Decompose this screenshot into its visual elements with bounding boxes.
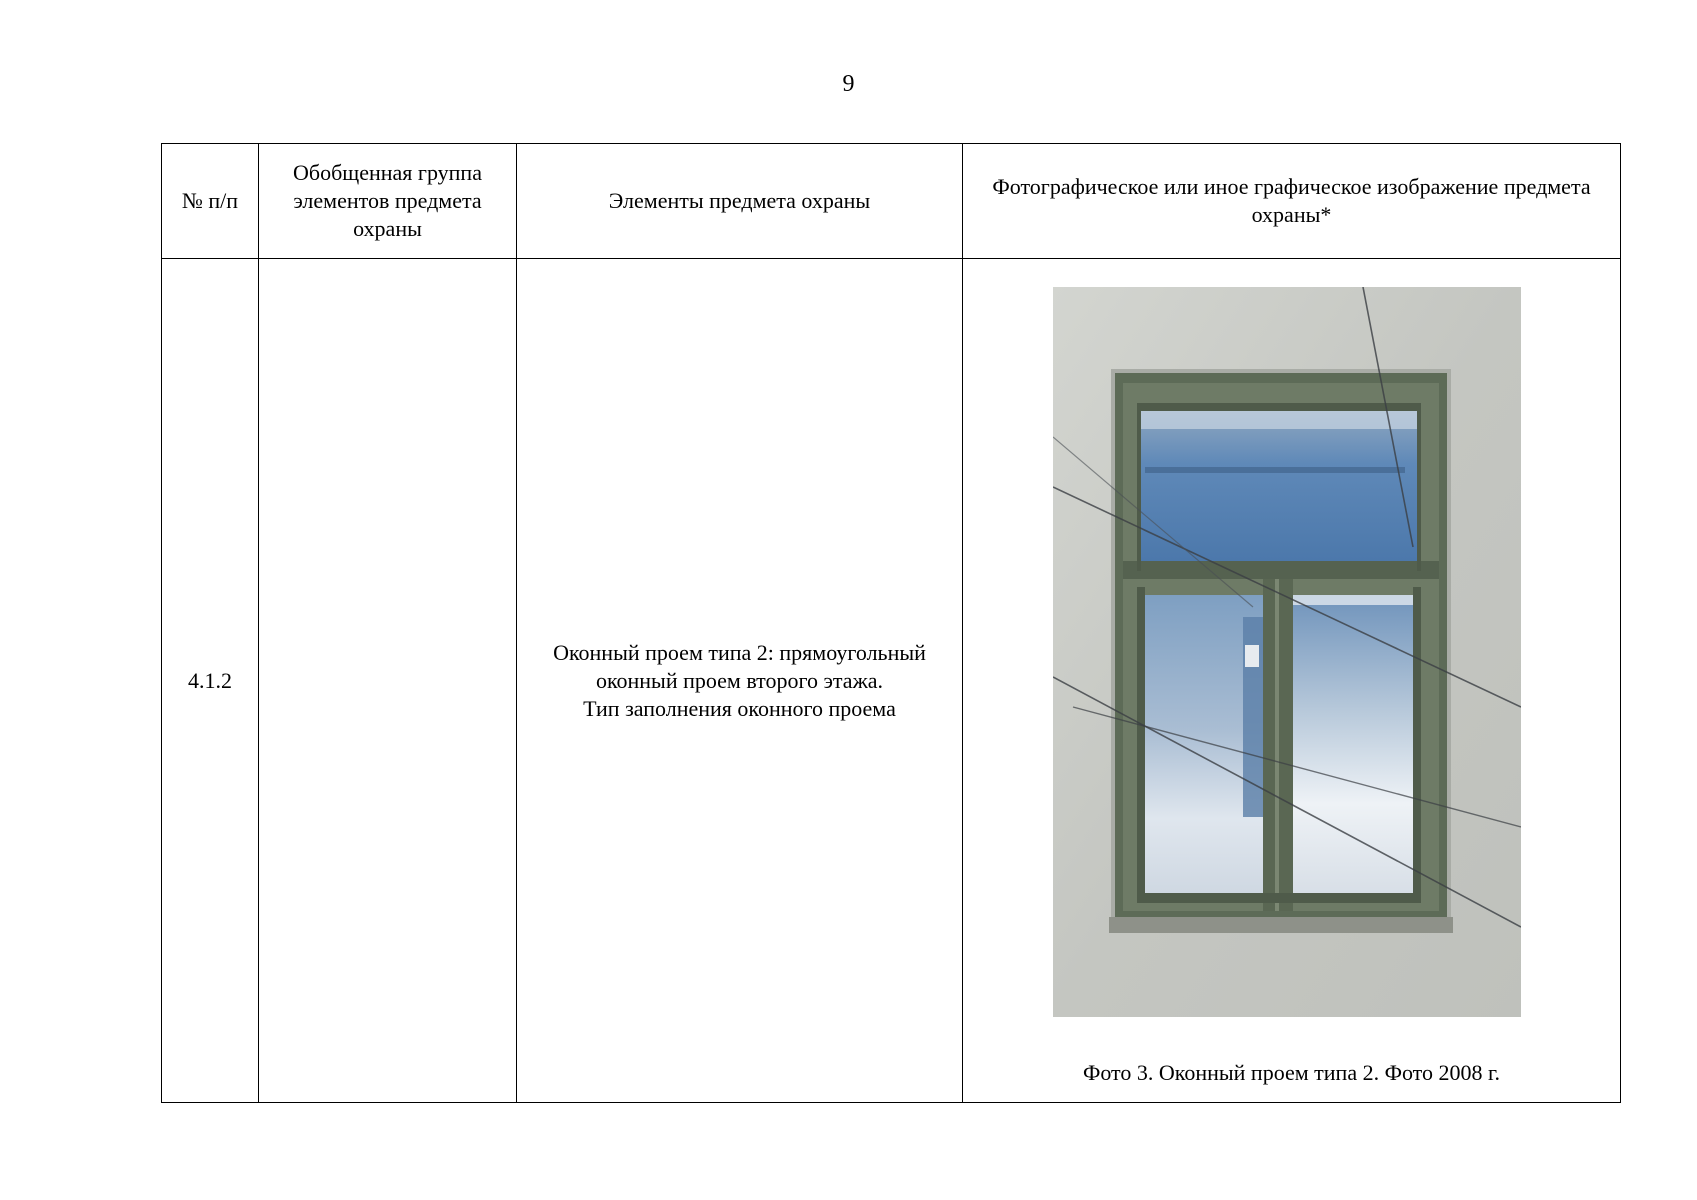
page-number: 9 [842,71,855,97]
row-elements [517,259,963,1103]
protection-table [161,143,1621,1103]
window-photo [1053,287,1521,1017]
elements-line-3: Тип заполнения оконного проема [583,695,896,721]
row-group [259,259,517,1103]
header-elements: Элементы предмета охраны [517,144,963,259]
table-row [162,259,1621,1103]
header-num: № п/п [162,144,259,259]
header-image: Фотографическое или иное графическое изображение предмета охраны* [963,144,1621,259]
photo-container [963,259,1620,1101]
row-num: 4.1.2 [162,259,259,1103]
elements-line-1: Оконный проем типа 2: прямоугольный [553,639,926,665]
row-image [963,259,1621,1103]
photo-caption: Фото 3. Оконный проем типа 2. Фото 2008 г. [1082,1060,1501,1085]
elements-line-2: оконный проем второго этажа. [595,667,884,693]
header-group: Обобщенная группа элементов предмета охраны [259,144,517,259]
table-header-row [162,144,1621,259]
